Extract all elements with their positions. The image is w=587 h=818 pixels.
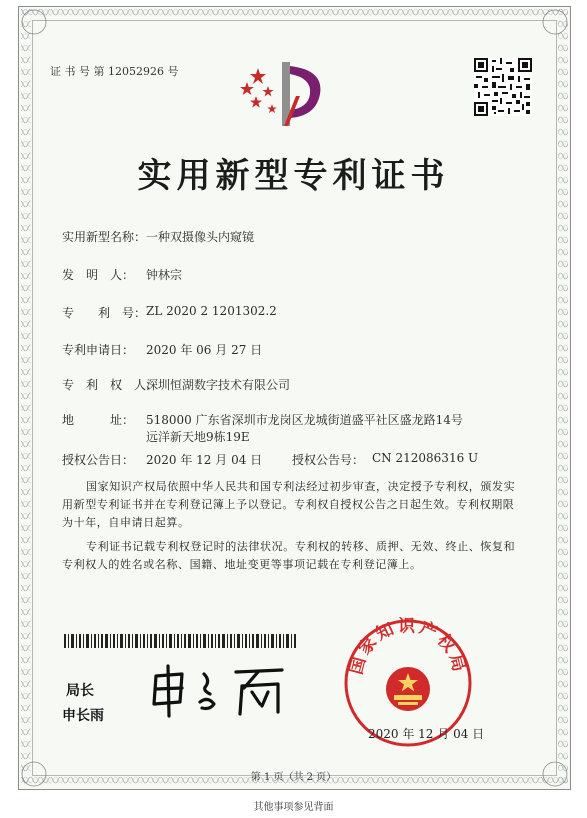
field-value-address-line2: 远洋新天地9栋19E [146,430,250,444]
qr-code-icon [474,58,532,116]
certificate-title: 实用新型专利证书 [137,156,450,196]
field-value-filing-date: 2020 年 06 月 27 日 [146,343,263,357]
field-label-patent-number: 专 利 号： [62,306,147,320]
field-label-address: 地 址： [62,413,135,427]
field-label-inventor: 发 明 人： [62,268,135,282]
field-label-filing-date: 专利申请日： [62,343,135,357]
field-value-address: 518000 广东省深圳市龙岗区龙城街道盛平社区盛龙路14号 [146,413,463,427]
barcode-icon [64,634,296,648]
field-value-patent-number: ZL 2020 2 1201302.2 [146,304,277,318]
director-name: 申长雨 [62,708,104,724]
cnipa-logo-icon [238,56,328,134]
field-value-inventor: 钟林宗 [146,268,183,282]
field-label-announcement-number: 授权公告号： [292,453,365,467]
field-value-name: 一种双摄像头内窥镜 [146,230,255,244]
field-value-announcement-number: CN 212086316 U [372,451,479,465]
issue-date: 2020 年 12 月 04 日 [368,727,485,741]
field-label-grant-date: 授权公告日： [62,453,135,467]
director-title: 局长 [66,683,94,699]
footer-note: 其他事项参见背面 [253,802,334,813]
body-paragraph-2: 专利证书记载专利权登记时的法律状况。专利权的转移、质押、无效、终止、恢复和专利权人的姓名或名称、国籍、地址变更等事项记载在专利登记簿上。 [62,540,516,571]
handwritten-signature [148,662,298,718]
field-label-patentee: 专 利 权 人： [62,378,159,392]
certificate-number: 证 书 号 第 12052926 号 [50,65,179,78]
certificate-body [62,478,524,580]
field-value-patentee: 深圳恒湖数字技术有限公司 [146,378,291,392]
seal-text: 国家知识产权局 [346,617,470,677]
page-indicator: 第 1 页（共 2 页） [250,772,337,783]
body-paragraph-1: 国家知识产权局依照中华人民共和国专利法经过初步审查，决定授予专利权，颁发实用新型专利证书并在专利登记簿上予以登记。专利权自授权公告之日起生效。专利权期限为十年，自申请日起算。 [62,480,516,529]
field-label-name: 实用新型名称： [62,230,147,244]
field-value-grant-date: 2020 年 12 月 04 日 [146,453,263,467]
